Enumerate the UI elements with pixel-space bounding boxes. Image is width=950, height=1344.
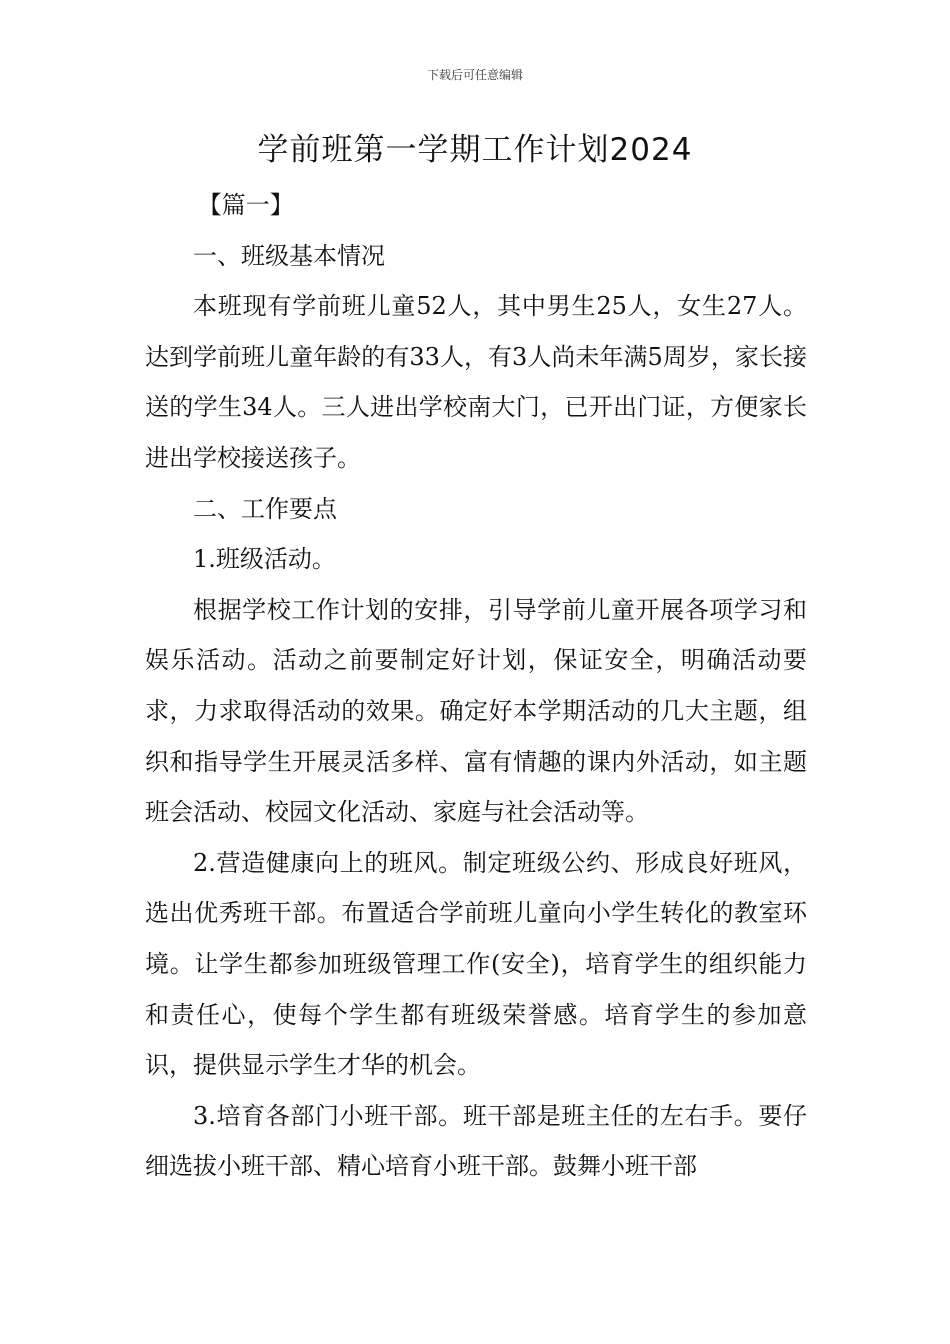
section-heading: 二、工作要点 — [193, 494, 337, 523]
header-note: 下载后可任意编辑 — [426, 68, 523, 82]
body-paragraph: 根据学校工作计划的安排，引导学前儿童开展各项学习和娱乐活动。活动之前要制定好计划，保证安全，明确活动要求，力求取得活动的效果。确定好本学期活动的几大主题，组织和指导学生开展灵活多样、富有情趣的课内外活动，如主题班会活动、校园文化活动、家庭与社会活动等。 — [145, 595, 807, 827]
section-heading: 一、班级基本情况 — [193, 241, 385, 270]
body-paragraph: 本班现有学前班儿童52人，其中男生25人，女生27人。达到学前班儿童年龄的有33人，有3人尚未年满5周岁，家长接送的学生34人。三人进出学校南大门，已开出门证，方便家长进出学校接送孩子。 — [145, 292, 807, 472]
body-paragraph: 3.培育各部门小班干部。班干部是班主任的左右手。要仔细选拔小班干部、精心培育小班干部。鼓舞小班干部 — [145, 1101, 807, 1181]
sub-heading: 1.班级活动。 — [193, 545, 336, 574]
document-body — [145, 180, 807, 1192]
document-title: 学前班第一学期工作计划2024 — [257, 132, 693, 168]
body-paragraph: 2.营造健康向上的班风。制定班级公约、形成良好班风，选出优秀班干部。布置适合学前班儿童向小学生转化的教室环境。让学生都参加班级管理工作(安全)，培育学生的组织能力和责任心，使每个学生都有班级荣誉感。培育学生的参加意识，提供显示学生才华的机会。 — [145, 848, 807, 1080]
section-tag: 【篇一】 — [197, 191, 294, 219]
